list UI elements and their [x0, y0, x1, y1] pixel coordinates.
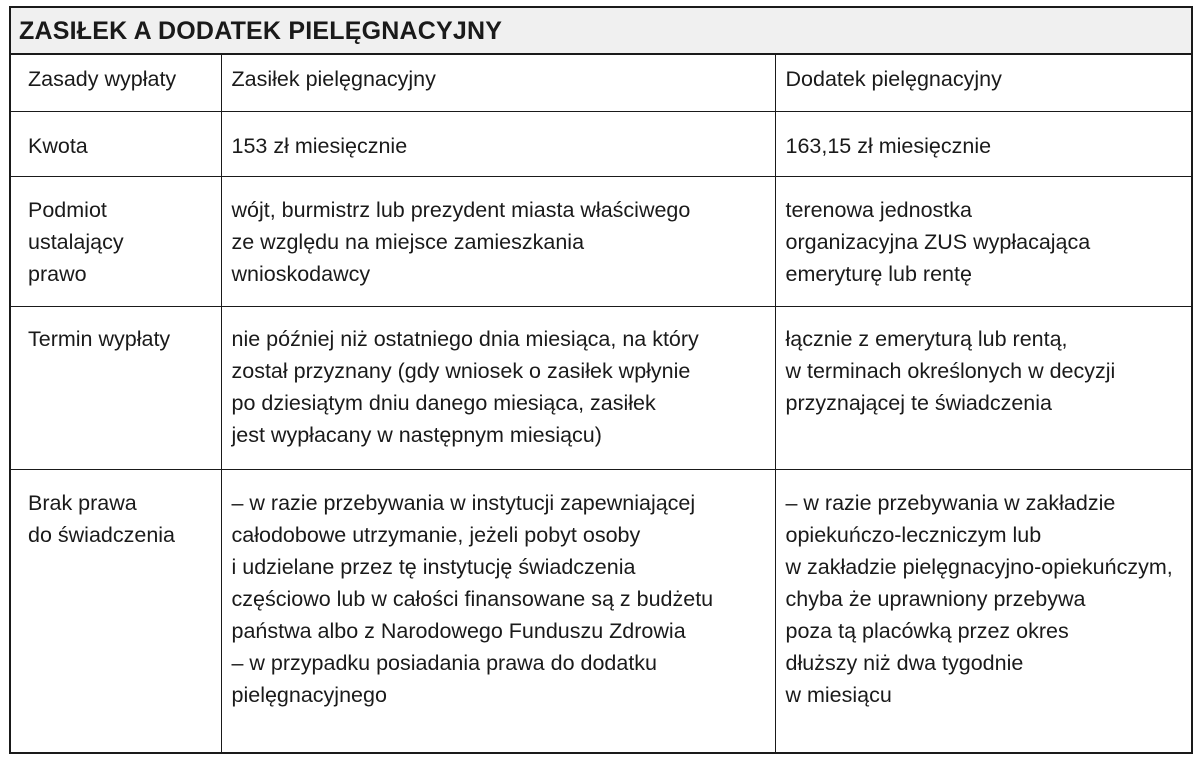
cell-line: prawo — [28, 261, 87, 286]
header-cell-dodatek: Dodatek pielęgnacyjny — [775, 55, 1191, 111]
cell-line: ustalający — [28, 229, 124, 254]
row-label — [11, 306, 221, 469]
comparison-table — [11, 55, 1191, 752]
cell-line: 153 zł miesięcznie — [231, 133, 408, 158]
cell-line: Termin wypłaty — [28, 326, 171, 351]
dodatek-cell — [775, 111, 1191, 176]
table-title: ZASIŁEK A DODATEK PIELĘGNACYJNY — [11, 8, 1191, 55]
row-label — [11, 111, 221, 176]
zasilek-cell — [221, 469, 775, 752]
row-label — [11, 469, 221, 752]
cell-line: został przyznany (gdy wniosek o zasiłek wpłynie — [231, 358, 691, 383]
dodatek-cell — [775, 469, 1191, 752]
cell-line: po dziesiątym dniu danego miesiąca, zasiłek — [231, 390, 656, 415]
dodatek-cell — [775, 306, 1191, 469]
cell-line: – w razie przebywania w zakładzie — [785, 490, 1116, 515]
cell-line: pielęgnacyjnego — [231, 682, 387, 707]
cell-line: wnioskodawcy — [231, 261, 371, 286]
cell-line: Podmiot — [28, 197, 107, 222]
cell-line: nie później niż ostatniego dnia miesiąca, na który — [231, 326, 699, 351]
header-cell-zasilek: Zasiłek pielęgnacyjny — [221, 55, 775, 111]
table-row — [11, 469, 1191, 752]
cell-line: w terminach określonych w decyzji — [785, 358, 1116, 383]
cell-line: do świadczenia — [28, 522, 176, 547]
cell-line: częściowo lub w całości finansowane są z budżetu — [231, 586, 714, 611]
cell-line: łącznie z emeryturą lub rentą, — [785, 326, 1068, 351]
cell-line: dłuższy niż dwa tygodnie — [785, 650, 1024, 675]
cell-line: opiekuńczo-leczniczym lub — [785, 522, 1042, 547]
table-row — [11, 111, 1191, 176]
cell-line: całodobowe utrzymanie, jeżeli pobyt osoby — [231, 522, 641, 547]
header-row — [11, 55, 1191, 111]
zasilek-cell — [221, 111, 775, 176]
cell-line: Brak prawa — [28, 490, 137, 515]
cell-line: ze względu na miejsce zamieszkania — [231, 229, 585, 254]
cell-line: chyba że uprawniony przebywa — [785, 586, 1086, 611]
cell-line: w zakładzie pielęgnacyjno-opiekuńczym, — [785, 554, 1173, 579]
row-label — [11, 176, 221, 306]
cell-line: poza tą placówką przez okres — [785, 618, 1069, 643]
cell-line: państwa albo z Narodowego Funduszu Zdrowia — [231, 618, 686, 643]
cell-line: wójt, burmistrz lub prezydent miasta właściwego — [231, 197, 691, 222]
cell-line: – w razie przebywania w instytucji zapewniającej — [231, 490, 696, 515]
table-row — [11, 176, 1191, 306]
dodatek-cell — [775, 176, 1191, 306]
cell-line: przyznającej te świadczenia — [785, 390, 1052, 415]
cell-line: – w przypadku posiadania prawa do dodatku — [231, 650, 658, 675]
table-row — [11, 306, 1191, 469]
cell-line: emeryturę lub rentę — [785, 261, 972, 286]
comparison-table-frame — [9, 6, 1193, 754]
cell-line: Kwota — [28, 133, 88, 158]
zasilek-cell — [221, 306, 775, 469]
cell-line: 163,15 zł miesięcznie — [785, 133, 992, 158]
cell-line: jest wypłacany w następnym miesiącu) — [231, 422, 602, 447]
zasilek-cell — [221, 176, 775, 306]
cell-line: w miesiącu — [785, 682, 892, 707]
cell-line: terenowa jednostka — [785, 197, 972, 222]
cell-line: organizacyjna ZUS wypłacająca — [785, 229, 1091, 254]
header-cell-rules: Zasady wypłaty — [11, 55, 221, 111]
cell-line: i udzielane przez tę instytucję świadczenia — [231, 554, 636, 579]
